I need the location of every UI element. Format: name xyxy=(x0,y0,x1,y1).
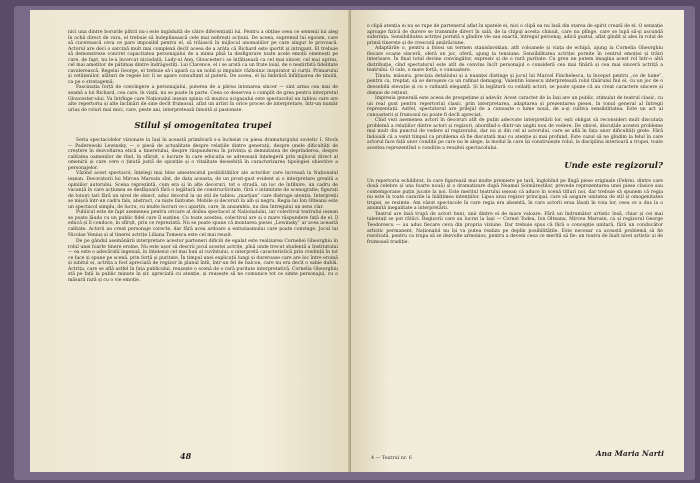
right-paragraph-7: Teatrul are însă trupă de actori buni, unii dintre ei de mare valoare. Fără un îndrumător artistic însă, chiar și cei mai talentați se pot rătăci. Regizorii care au lucrat la Iași — Cornel Todea, Ion Olteanu, Mircea Marosin, ca și regizorul George Teodorescu — au adus fiecare ceva din propria viziune. Dar trebuie spus că fără o concepție unitară, fără un conducător artistic permanent, Naționalul nu își va putea realiza pe deplin posibilitățile. Este necesar ca această problemă să fie rezolvată, pentru ca trupa să se dezvolte armonios, pentru a deveni ceea ce merită să fie: un teatru de înalt nivel artistic și de frumoasă tradiție. xyxy=(367,211,663,245)
right-paragraph-1: o clipă atenția ei nu se rupe de partenerul aflat în spatele ei, nici o clipă ea nu lasă din starea de spirit creată de el. O senzație aproape fizică de durere se transmite direct în sală, de la chipul acesta chinuit, care nu plînge, care se lupă să-și ascundă suferința. Sensibilitatea actriței pornită o gîndire vie sau exactă, întregul personaj, adică gustul, aflat gîndit și ales în rolul de primă tinerețe și de crescută amărăciune. xyxy=(367,24,663,46)
left-paragraph-4: Văzînd acest spectacol, înțelegi mai bine amestecatul posibilităților ale actorilor care lucrează la Naționalul ieșean. Decoratorii lui Mircea Marosin sînt, de data aceasta, de un prost-gust evident și o interpretare greșită a opiniilor autorului. Scena reprezintă, cum era și în alte decoruri, tot o stradă, un loc de întîlnire, un cadru de vacanță în care acțiunea se desfășoară fără o legătură de constructivitate, fără o intimitate de scenografie; figurați de tonuri tari fără un nivel de obiect, aduc decorul la un stil de tablou „marțian” care distrage atenția. Interpreții se mișcă într-un cadru fals, abstract, ca niște fantome. Mobile și decoruri în alb și negru. Regia lui Ion Olteanu este un spectacol simplu, de lucru, cu multe lucruri ce-i aparțin, care, în ansamblu, nu dau întregului un sens clar. xyxy=(68,171,338,210)
left-paragraph-1: nici una dintre borurile pătrii nu-i este ingăduită de către diferențiații lui. Pentru a obține ceea ce semenii lui aleg în ochii direct de vara, el trebuie să îndeplinească cele mai nefirești acțiuni. De aceea, supremul lui egoism, care să cucerească ceva ce pare imposibil pentru el, să trăiască în mijlocul anomaliilor pe care singur le provoacă. Actorul are deci o sarcină mult mai complexă decît aceea de a arăta că Richard este iportit și intrigant. El trebuie să demonstreze concret capacitatea personajului de a mima pînă la desfigurare toate acele emoții omenești pe care, de fapt, nu le-a încercat niciodată. Lady-ul Ann, Gloucester-i se înfățișează ca cel mai sincer, cel mai aprins, cel mai amețitor de pătimaș dintre îndrăgostiți. Lui Clarence, el i se arată ca un frate loial, de o neștirbită fidelitate cavalerească. Regelui George, el trebuie să-i apară ca un nobil și impulsiv războinic inspirator al curții. Primarului și cetățenilor, alături de regele lor, li se apare consultant al puterii. De aceea, el își îmbrăcă înfățișarea de ținută, ca pe o stratagemă. xyxy=(68,30,338,85)
author-signature: Ana Maria Narti xyxy=(595,449,664,458)
right-page xyxy=(351,10,684,472)
right-text-column xyxy=(367,24,663,245)
right-paragraph-6: Un repertoriu echilibrat, în care figurează mai multe premiere pe țară, înglobînd pe lîngă piese originale (Febrei, dintre care două celebre și una foarte nouă) și o dramatizare după Neamul Șoimăreștilor, prevede reprezentarea unei piese clasice sau contemporane puțin jucate la noi. Este meritul teatrului ieșean că aduce în scenă titluri noi, dar trebuie să spunem că regia nu este în toate cazurile la înălțimea intențiilor. Lipsa unui regizor principal, care să asigure unitatea de stil și omogenitatea trupei, se resimte. Am văzut spectacole în care regia era absentă, în care actorii erau lăsați în voia lor, ceea ce a dus la o anumită inegalitate a interpretării. xyxy=(367,178,663,212)
left-paragraph-6: De pe gândul asemănării interpretare acestor parteneri dificili de egalat este realizarea Corneliei Gheorghiu în rolul unei foarte tinere eroine. Nu este ușor să descrii jocul acestei actrițe, pînă unde trecut studentă a Institutului — ea este o adevărată ingenuă, în înțelesul cel mai bun al cuvîntului, o interpretă caracteristică prin credință în tot ce face și spune pe scenă, prin forță și puritate. În timpul unei explicații lungi și dureroase care are loc între eroină și iubitul ei, actrița a fost apreciată de regizor în planul întîi, într-un fel de balcon, care nu era decît o sabie dublă. Actrița, care se află astfel în fața publicului, reușește o scenă de o rară puritate interpretativă. Cornelia Gheorghiu stă pe față la public minute în șir, apreciată cu atenție, și reușește să ne comunice tot ce simte personajul, cu o măsură rară și cu o vie emoție. xyxy=(68,239,338,283)
right-paragraph-4: Impresia generală este aceea de prospețime și adevăr. Acest caracter de la Iași are un public, stimulat de teatrul clasic, cu un real gust pentru repertoriul clasic, prin interpretarea, adaptarea și prezentarea piesei, în tonul general al întregii reprezentații. Astfel, spectatorul are prilejul de a cunoaște o lume nouă, de a-și cultiva sensibilitatea. Este un act al cunoașterii și frumosul nu poate fi decît apreciat. xyxy=(367,96,663,118)
left-paragraph-3: Seria spectacolelor vizionate la Iași în această primăvară s-a încheiat cu piesa dramaturgului sovietic I. Stock — Paderewski Lewinsky, — o piesă de actualitate despre relațiile dintre generații, despre unele dificultăți de creștere în dezvoltarea etică a tineretului, despre răspunderea în privința și demnitatea de deprinderea, despre calitatea oamenilor de rînd, în sfârșit, o lucrare în care educația se adresează înțelegerii prin mijlocul direct al omenirii și care cere o ținută justă de opoziție și o vitalitate deosebită în caracterizarea tipologiei obiective a personajelor. xyxy=(68,138,338,171)
left-page xyxy=(30,10,351,472)
left-paragraph-5: Publicul este de fapt asemenea pentru oricare al doilea spectacol al Naționalului, iar colectivul teatrului ieșean se poate lăuda cu un public fidel care îl susține. Cu toate acestea, colectivul are și o mare răspundere față de el, îl educă și îl conduce, în sfîrșit, prin ce reprezintă. Nu se poate spune că montarea piesei „Lewinsky” ar avea această calitate. Actorii au creat personaje corecte, dar fără acea ardoare a entuziasmului care poate convinge. Jocul lui Nicolae Veniuș și al tinerei actrițe Liliana Tomescu este cel mai reușit. xyxy=(68,210,338,238)
right-paragraph-2: Adaptările o, pentru a folosi un termen stanislavskian, atît coloanele și viața de echipă, ajung la Cornelia Gheorghiu fiecare ocazie sinceră, oferă un joc, oferă, ajung la tensiune. Sensibilitatea actriței pornite în centrul emoției și trăiri interioare. În final totul devine convingător, expresiv și de o rară puritate. Cu greu ne putem imagina acest rol într-o altă distribuție, cînd spectatorul este atît de convins încît personajul o consideră cea mai tînără și cea mai sinceră actriță a teatrului. O cale, o mare forță, o cunoaștere. xyxy=(367,46,663,74)
left-paragraph-2: Fascinația forță de convingere a personajului, puterea de a părea intonarea sincer — sint arma cea mai de seamă a lui Richard, cea care, în viață, nu se poate în parte. Ceea ce deservea o cumplit de grea pentru interpretul Gloucester-ului. Va întrînge care Naționalul ieșean spinia că muzica ucigașului este spectacolul un tablou care are alte repertoriu și alte înclinări de sine decît frumosul, aflat un artist în orice proces de interpretare, într-un număr uriaș de roluri mai mici, care, peste ani, interpretează înnoită și pasionate. xyxy=(68,85,338,113)
section-heading-regizorul: Unde este regizorul? xyxy=(564,160,663,171)
page-number-left: 48 xyxy=(180,451,192,461)
page-footer-right: 4 — Teatrul nr. 6 xyxy=(371,456,412,461)
right-paragraph-5: Cînd vezi asemenea actori în decoruri atît de puțin adecvate interpretării lor, ești obligat să reconsideri mult discutata problemă a relațiilor dintre actori și regizori, abordînd-o dintr-un unghi nou de vedere. De obicei, discuțiile acestei probleme mai mult din punctul de vedere al regizorului, dar nu și din cel al actorului, care se află în fața unor dificultăți grele. Fără îndoială că a venit timpul ca problema să fie discutată mai cu atenție și mai profund. Este cazul să ne gîndim la felul în care actorul face față unor condiții pe care nu le alege, la modul în care își construiește rolul, la disciplina interioară a trupei, toate acestea reprezentînd o condiție a reușitei spectacolului. xyxy=(367,118,663,152)
left-text-column xyxy=(68,30,338,283)
section-heading-stilul: Stilul și omogenitatea trupei xyxy=(134,121,272,132)
right-paragraph-3: Ținuta, măsura, precizia detaliului și a nuanței distinge și jocul lui Marcel Finchelescu, la început pentru „ce de lume”, pentru ca, treptat, să se deroşeze ca un rafinat demagog. Valentin Ionescu interpretează rolul tînărului fiul ei, cu un joc de o deosebită elevație și cu o rafinată eleganță. Și în legătură cu ceilalți actori, se poate spune că au creat caractere sincere și demne de reținut. xyxy=(367,73,663,96)
